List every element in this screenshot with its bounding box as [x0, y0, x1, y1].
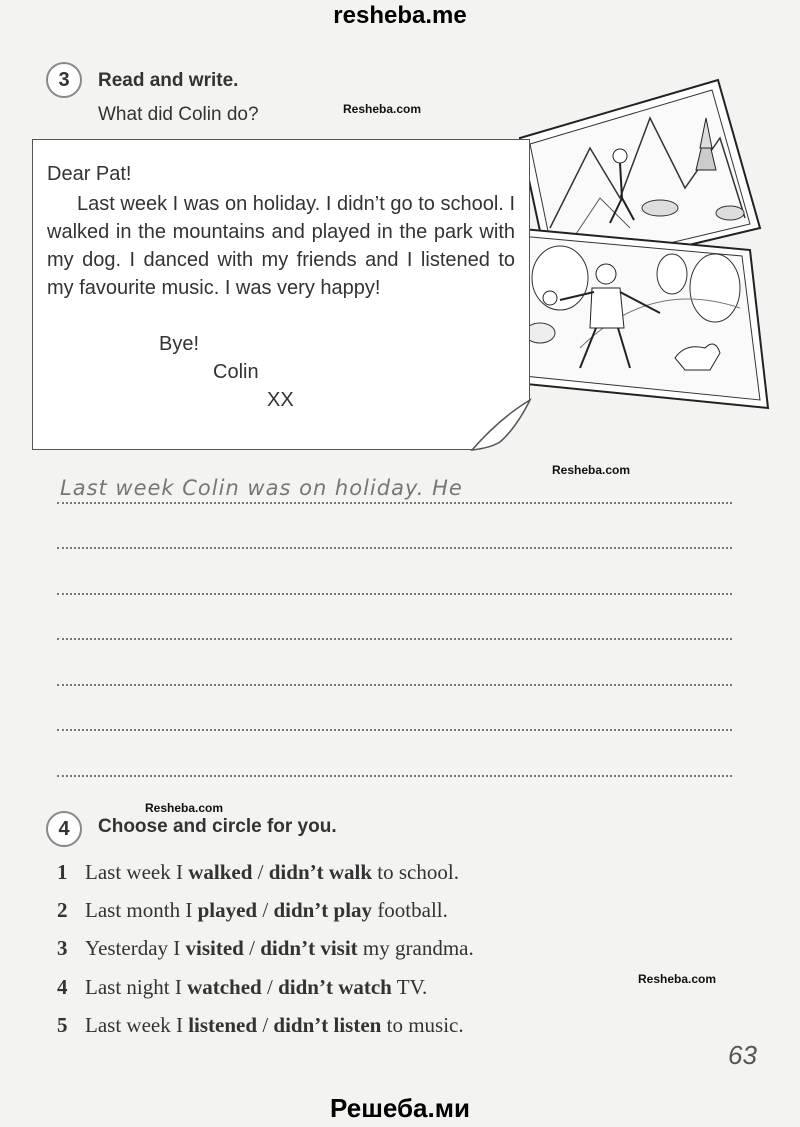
option-1[interactable]: played — [197, 898, 258, 922]
letter-kisses: XX — [267, 389, 294, 411]
letter-body: Last week I was on holiday. I didn’t go to school. I walked in the mountains and played in the park with my dog. I danced with my friends and I listened to my favourite music. I was very happy! — [47, 193, 515, 299]
site-header: resheba.me — [333, 2, 467, 29]
exercise-3-title: Read and write. — [98, 70, 239, 91]
option-2[interactable]: didn’t play — [273, 898, 373, 922]
writing-line[interactable] — [57, 684, 732, 686]
letter-signature: Colin — [213, 361, 259, 383]
exercise-item: 1 Last week I walked / didn’t walk to school. — [57, 860, 459, 884]
exercise-item: 4 Last night I watched / didn’t watch TV. — [57, 975, 428, 999]
exercise-4-title: Choose and circle for you. — [98, 816, 337, 837]
option-1[interactable]: listened — [188, 1013, 258, 1037]
answer-start: Last week Colin was on holiday. He — [60, 476, 463, 500]
writing-line[interactable] — [57, 502, 732, 504]
exercise-3-badge: 3 — [46, 62, 82, 98]
letter-card — [32, 139, 530, 450]
writing-line[interactable] — [57, 593, 732, 595]
option-1[interactable]: visited — [185, 936, 244, 960]
exercise-3-question: What did Colin do? — [98, 104, 259, 125]
writing-line[interactable] — [57, 547, 732, 549]
option-2[interactable]: didn’t watch — [278, 975, 392, 999]
site-footer: Решеба.ми — [330, 1093, 470, 1123]
letter-greeting: Dear Pat! — [47, 163, 132, 185]
park-postcard — [512, 228, 768, 408]
option-2[interactable]: didn’t listen — [273, 1013, 382, 1037]
exercise-4-badge: 4 — [46, 811, 82, 847]
exercise-item: 5 Last week I listened / didn’t listen to music. — [57, 1013, 464, 1037]
exercise-item: 3 Yesterday I visited / didn’t visit my grandma. — [57, 936, 474, 960]
writing-line[interactable] — [57, 638, 732, 640]
writing-line[interactable] — [57, 729, 732, 731]
exercise-item: 2 Last month I played / didn’t play football. — [57, 898, 448, 922]
page-curl-icon — [470, 398, 532, 454]
watermark: Resheba.com — [343, 102, 422, 116]
option-2[interactable]: didn’t visit — [260, 936, 358, 960]
watermark: Resheba.com — [145, 801, 224, 815]
watermark: Resheba.com — [552, 463, 631, 477]
writing-line[interactable] — [57, 775, 732, 777]
page-number: 63 — [728, 1040, 757, 1070]
option-2[interactable]: didn’t walk — [268, 860, 373, 884]
letter-closing: Bye! — [159, 333, 200, 355]
watermark: Resheba.com — [638, 972, 717, 986]
option-1[interactable]: watched — [187, 975, 262, 999]
option-1[interactable]: walked — [188, 860, 253, 884]
postcards-illustration — [510, 78, 772, 414]
